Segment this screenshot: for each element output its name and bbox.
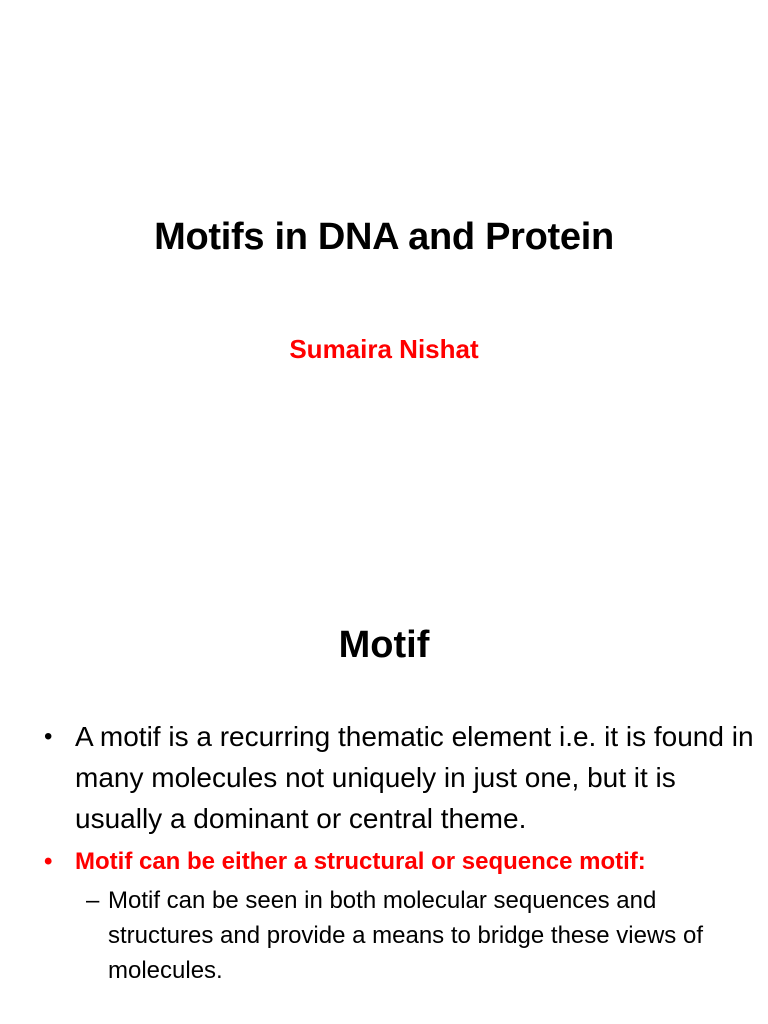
slide-title: Motif — [338, 624, 430, 666]
content-slide — [0, 576, 768, 1024]
slide-title: Motifs in DNA and Protein — [154, 216, 614, 258]
bullet-item — [44, 845, 756, 879]
sub-bullet-marker: – — [86, 887, 100, 914]
sub-bullet-item — [44, 883, 756, 988]
bullet-marker: • — [44, 723, 53, 750]
bullet-text: Motif can be either a structural or sequence motif: — [75, 848, 646, 875]
sub-bullet-text: Motif can be seen in both molecular sequences and structures and provide a means to bridge these views of molecules. — [108, 887, 703, 984]
bullet-item — [44, 716, 756, 839]
bullet-marker: • — [44, 848, 53, 875]
bullet-list — [44, 716, 756, 988]
author-name: Sumaira Nishat — [289, 334, 479, 364]
bullet-text: A motif is a recurring thematic element i.e. it is found in many molecules not uniquely in just one, but it is usually a dominant or central theme. — [75, 721, 754, 834]
